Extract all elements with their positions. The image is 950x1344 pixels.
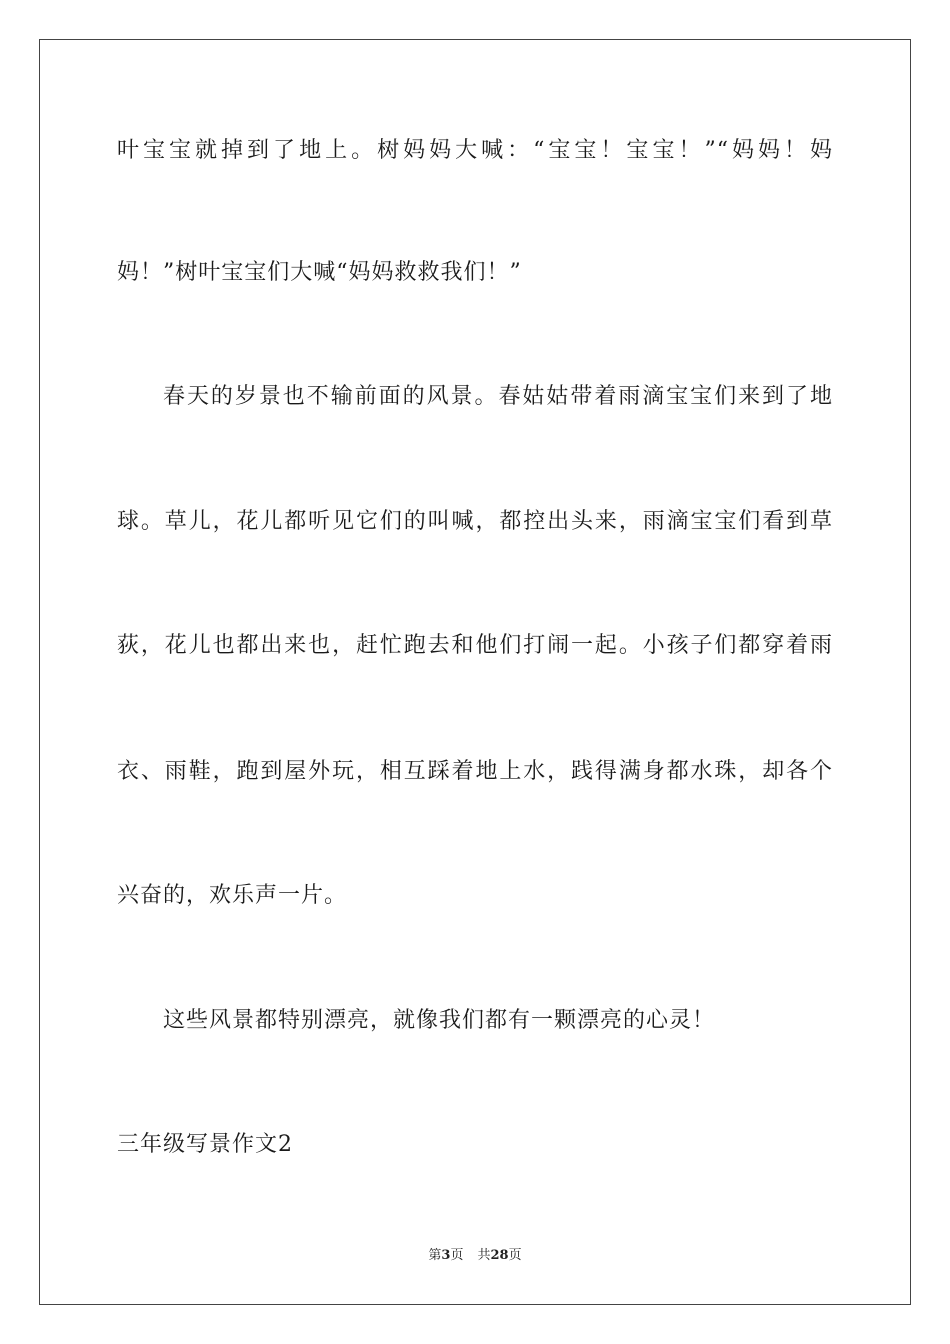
footer-page-prefix: 第 — [428, 1248, 442, 1263]
text-line: 球。草儿，花儿都听见它们的叫喊，都控出头来，雨滴宝宝们看到草 — [117, 509, 833, 534]
footer-total-unit: 页 — [508, 1248, 522, 1263]
paragraph-start-line: 这些风景都特别漂亮，就像我们都有一颗漂亮的心灵！ — [163, 1008, 716, 1033]
section-heading: 三年级写景作文2 — [117, 1132, 293, 1157]
text-line: 荻，花儿也都出来也，赶忙跑去和他们打闹一起。小孩子们都穿着雨 — [117, 633, 833, 658]
page-border — [39, 39, 911, 1305]
footer-page-current: 3 — [441, 1248, 451, 1263]
footer-page-unit: 页 — [450, 1248, 464, 1263]
paragraph-start-line: 春天的岁景也不输前面的风景。春姑姑带着雨滴宝宝们来到了地 — [163, 384, 833, 409]
text-line: 衣、雨鞋，跑到屋外玩，相互踩着地上水，践得满身都水珠，却各个 — [117, 759, 833, 784]
text-line: 妈！”树叶宝宝们大喊“妈妈救救我们！” — [117, 260, 522, 285]
footer-page-total: 28 — [490, 1248, 509, 1263]
footer-total-prefix: 共 — [477, 1248, 491, 1263]
text-line: 兴奋的，欢乐声一片。 — [117, 883, 348, 908]
page-footer — [0, 1247, 950, 1265]
text-line: 叶宝宝就掉到了地上。树妈妈大喊：“宝宝！宝宝！”“妈妈！妈 — [117, 138, 833, 163]
